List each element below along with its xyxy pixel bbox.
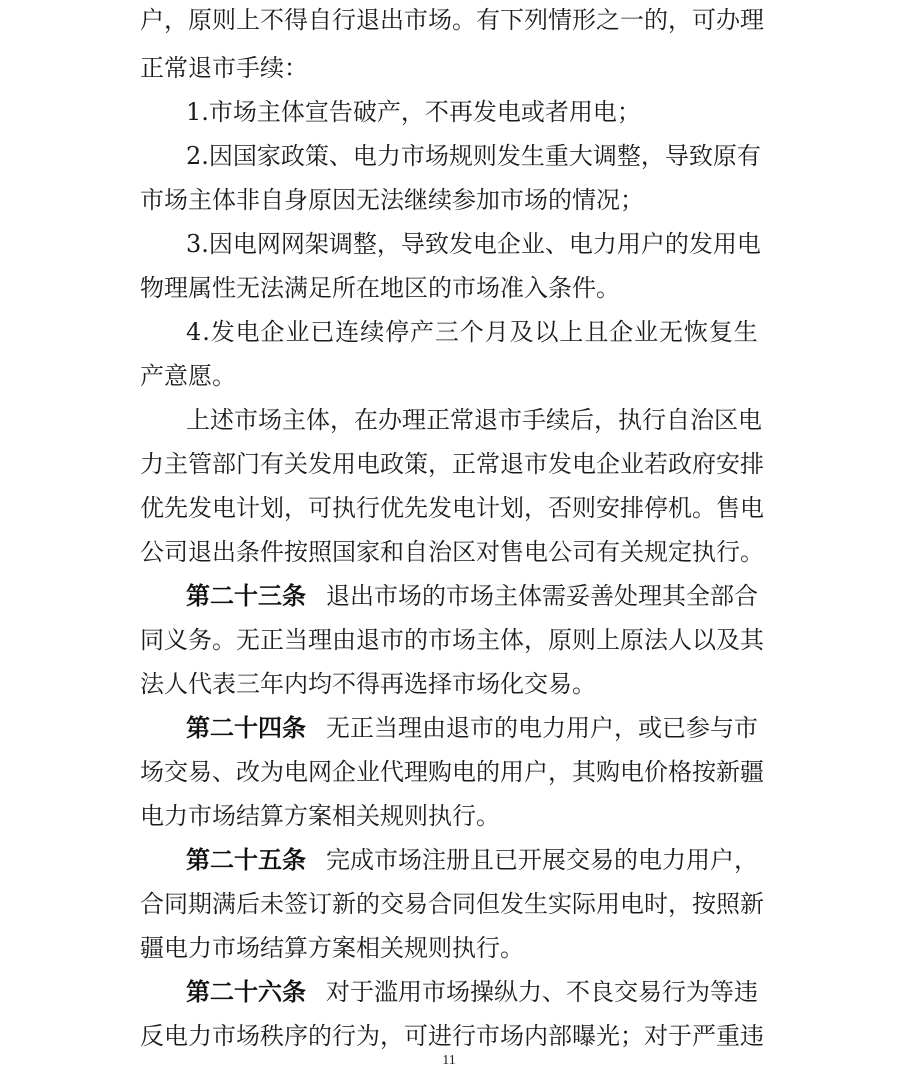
- article-23-paragraph: [0, 576, 898, 616]
- article-23-text: 退出市场的市场主体需妥善处理其全部合: [326, 582, 758, 610]
- page-number: 11: [442, 1053, 456, 1068]
- list-item-3-continued: 物理属性无法满足所在地区的市场准入条件。: [140, 274, 620, 302]
- list-item-3: 3 . 因 电 网 网 架 调 整 ， 导 致 发 电 企 业 、 电 力 用 户 的 发 用 电: [186, 230, 761, 258]
- article-26-text: 对于滥用市场操纵力、不良交易行为等违: [326, 978, 758, 1006]
- body-text-line: 同 义 务 。 无 正 当 理 由 退 市 的 市 场 主 体 ， 原 则 上 原 法 人 以 及 其: [140, 626, 764, 654]
- list-item-4: 4 . 发 电 企 业 已 连 续 停 产 三 个 月 及 以 上 且 企 业 无 恢 复 生: [186, 318, 758, 346]
- body-text-line: 反 电 力 市 场 秩 序 的 行 为 ， 可 进 行 市 场 内 部 曝 光 ； 对 于 严 重 违: [140, 1022, 764, 1050]
- article-24-heading: 第二十四条: [186, 714, 306, 742]
- body-text-line: 力 主 管 部 门 有 关 发 用 电 政 策 ， 正 常 退 市 发 电 企 业 若 政 府 安 排: [140, 450, 764, 478]
- list-item-1: 1.市场主体宣告破产，不再发电或者用电；: [186, 98, 641, 126]
- list-item-2: 2 . 因 国 家 政 策 、 电 力 市 场 规 则 发 生 重 大 调 整 ， 导 致 原 有: [186, 142, 761, 170]
- body-text-line: 合 同 期 满 后 未 签 订 新 的 交 易 合 同 但 发 生 实 际 用 电 时 ， 按 照 新: [140, 890, 764, 918]
- article-24-paragraph: [0, 708, 898, 748]
- body-text-line: 电力市场结算方案相关规则执行。: [140, 802, 500, 830]
- body-text-line: 优 先 发 电 计 划 ， 可 执 行 优 先 发 电 计 划 ， 否 则 安 排 停 机 。 售 电: [140, 494, 764, 522]
- body-text-line: 疆电力市场结算方案相关规则执行。: [140, 934, 524, 962]
- article-25-paragraph: [0, 840, 898, 880]
- article-26-heading: 第二十六条: [186, 978, 306, 1006]
- article-25-text: 完成市场注册且已开展交易的电力用户，: [326, 846, 758, 874]
- list-item-4-continued: 产意愿。: [140, 362, 236, 390]
- article-26-paragraph: [0, 972, 898, 1012]
- article-23-heading: 第二十三条: [186, 582, 306, 610]
- body-text-line: 公 司 退 出 条 件 按 照 国 家 和 自 治 区 对 售 电 公 司 有 关 规 定 执 行 。: [140, 538, 764, 566]
- body-text-line: 法人代表三年内均不得再选择市场化交易。: [140, 670, 596, 698]
- body-text-line: 上 述 市 场 主 体 ， 在 办 理 正 常 退 市 手 续 后 ， 执 行 自 治 区 电: [186, 406, 762, 434]
- body-text-line: 场 交 易 、 改 为 电 网 企 业 代 理 购 电 的 用 户 ， 其 购 电 价 格 按 新 疆: [140, 758, 764, 786]
- body-text-line: 户 ， 原 则 上 不 得 自 行 退 出 市 场 。 有 下 列 情 形 之 一 的 ， 可 办 理: [140, 6, 764, 34]
- body-text-line: 正常退市手续：: [140, 54, 308, 82]
- article-25-heading: 第二十五条: [186, 846, 306, 874]
- article-24-text: 无正当理由退市的电力用户，或已参与市: [326, 714, 758, 742]
- list-item-2-continued: 市场主体非自身原因无法继续参加市场的情况；: [140, 186, 644, 214]
